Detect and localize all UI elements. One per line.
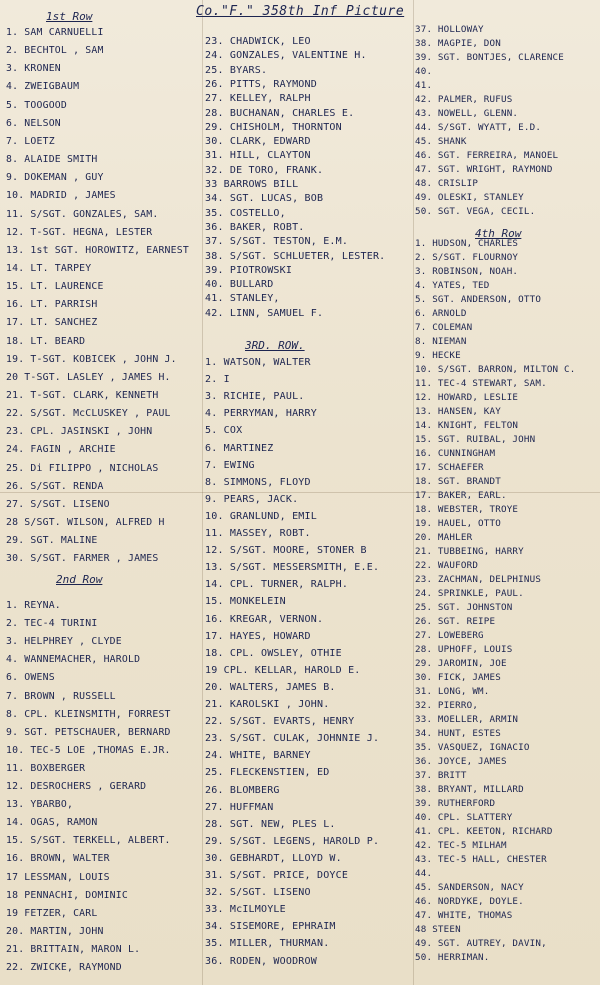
list-item: 12. HOWARD, LESLIE <box>415 392 519 403</box>
list-item: 6. MARTINEZ <box>205 442 274 454</box>
list-item: 17. HAYES, HOWARD <box>205 630 311 642</box>
list-item: 10. MADRID , JAMES <box>6 190 116 202</box>
list-item: 25. SGT. JOHNSTON <box>415 602 513 613</box>
section-header-row2: 2nd Row <box>56 573 103 586</box>
list-item: 11. TEC-4 STEWART, SAM. <box>415 378 547 389</box>
list-item: 49. OLESKI, STANLEY <box>415 192 524 203</box>
list-item: 17. LT. SANCHEZ <box>6 317 98 329</box>
list-item: 28. SGT. NEW, PLES L. <box>205 818 336 830</box>
list-item: 25. FLECKENSTIEN, ED <box>205 767 330 779</box>
list-item: 9. DOKEMAN , GUY <box>6 172 104 184</box>
list-item: 37. S/SGT. TESTON, E.M. <box>205 236 349 248</box>
list-item: 17. SCHAEFER <box>415 462 484 473</box>
list-item: 34. HUNT, ESTES <box>415 728 501 739</box>
list-item: 17. BAKER, EARL. <box>415 490 507 501</box>
list-item: 39. SGT. BONTJES, CLARENCE <box>415 52 565 63</box>
list-item: 9. PEARS, JACK. <box>205 493 299 505</box>
section-header-row4: 4th Row <box>475 227 522 240</box>
list-item: 22. S/SGT. EVARTS, HENRY <box>205 716 355 728</box>
list-item: 1. HUDSON, CHARLES <box>415 238 519 249</box>
list-item: 8. NIEMAN <box>415 336 467 347</box>
list-item: 47. SGT. WRIGHT, RAYMOND <box>415 164 553 175</box>
list-item: 36. JOYCE, JAMES <box>415 756 507 767</box>
list-item: 12. S/SGT. MOORE, STONER B <box>205 545 367 557</box>
section-header-row1: 1st Row <box>46 10 93 23</box>
list-item: 33 BARROWS BILL <box>205 179 299 190</box>
list-item: 23. CPL. JASINSKI , JOHN <box>6 426 153 438</box>
list-item: 34. SISEMORE, EPHRAIM <box>205 921 336 933</box>
list-item: 16. CUNNINGHAM <box>415 448 496 459</box>
list-item: 46. NORDYKE, DOYLE. <box>415 896 524 907</box>
list-item: 2. TEC-4 TURINI <box>6 618 98 630</box>
list-item: 27. KELLEY, RALPH <box>205 93 311 105</box>
list-item: 7. COLEMAN <box>415 322 473 333</box>
list-item: 18. LT. BEARD <box>6 335 86 347</box>
list-item: 6. OWENS <box>6 672 55 684</box>
list-item: 2. I <box>205 374 230 386</box>
list-item: 46. SGT. FERREIRA, MANOEL <box>415 150 559 161</box>
list-item: 41. STANLEY, <box>205 293 280 305</box>
list-item: 4. WANNEMACHER, HAROLD <box>6 654 141 666</box>
list-item: 24. WHITE, BARNEY <box>205 750 311 762</box>
list-item: 36. BAKER, ROBT. <box>205 221 305 233</box>
list-item: 29. S/SGT. LEGENS, HAROLD P. <box>205 835 380 847</box>
list-item: 31. S/SGT. PRICE, DOYCE <box>205 870 349 881</box>
list-item: 38. MAGPIE, DON <box>415 38 501 49</box>
list-item: 12. T-SGT. HEGNA, LESTER <box>6 226 153 238</box>
list-item: 1. SAM CARNUELLI <box>6 27 104 38</box>
list-item: 24. SPRINKLE, PAUL. <box>415 588 524 599</box>
list-item: 29. CHISHOLM, THORNTON <box>205 121 342 133</box>
list-item: 22. ZWICKE, RAYMOND <box>6 962 122 973</box>
list-item: 6. ARNOLD <box>415 308 467 319</box>
list-item: 34. SGT. LUCAS, BOB <box>205 193 324 205</box>
list-item: 35. MILLER, THURMAN. <box>205 938 330 950</box>
list-item: 30. CLARK, EDWARD <box>205 136 311 148</box>
list-item: 41. CPL. KEETON, RICHARD <box>415 826 553 837</box>
list-item: 33. McILMOYLE <box>205 904 286 916</box>
list-item: 14. KNIGHT, FELTON <box>415 420 519 431</box>
list-item: 11. S/SGT. GONZALES, SAM. <box>6 208 159 220</box>
list-item: 17 LESSMAN, LOUIS <box>6 871 110 883</box>
list-item: 7. LOETZ <box>6 135 55 147</box>
list-item: 8. SIMMONS, FLOYD <box>205 476 311 488</box>
list-item: 21. KAROLSKI , JOHN. <box>205 699 330 710</box>
list-item: 49. SGT. AUTREY, DAVIN, <box>415 938 547 949</box>
list-item: 45. SANDERSON, NACY <box>415 882 524 893</box>
list-item: 31. HILL, CLAYTON <box>205 150 311 162</box>
list-item: 50. SGT. VEGA, CECIL. <box>415 206 536 217</box>
list-item: 20. MAHLER <box>415 532 473 543</box>
list-item: 39. PIOTROWSKI <box>205 264 293 276</box>
list-item: 21. T-SGT. CLARK, KENNETH <box>6 390 159 401</box>
list-item: 10. GRANLUND, EMIL <box>205 510 317 522</box>
list-item: 19 FETZER, CARL <box>6 907 98 919</box>
list-item: 14. OGAS, RAMON <box>6 817 98 829</box>
list-item: 15. S/SGT. TERKELL, ALBERT. <box>6 835 171 847</box>
list-item: 29. SGT. MALINE <box>6 535 98 547</box>
list-item: 2. S/SGT. FLOURNOY <box>415 252 519 263</box>
list-item: 32. DE TORO, FRANK. <box>205 164 324 176</box>
list-item: 16. KREGAR, VERNON. <box>205 613 324 625</box>
list-item: 2. BECHTOL , SAM <box>6 45 104 57</box>
list-item: 18. CPL. OWSLEY, OTHIE <box>205 647 342 659</box>
list-item: 28. UPHOFF, LOUIS <box>415 644 513 655</box>
list-item: 7. BROWN , RUSSELL <box>6 690 116 702</box>
list-item: 3. HELPHREY , CLYDE <box>6 636 122 648</box>
list-item: 21. TUBBEING, HARRY <box>415 546 524 557</box>
list-item: 30. GEBHARDT, LLOYD W. <box>205 852 342 864</box>
list-item: 24. FAGIN , ARCHIE <box>6 444 116 456</box>
list-item: 8. CPL. KLEINSMITH, FORREST <box>6 708 171 720</box>
list-item: 20. WALTERS, JAMES B. <box>205 681 336 693</box>
list-item: 40. <box>415 66 433 77</box>
list-item: 24. GONZALES, VALENTINE H. <box>205 50 367 62</box>
list-item: 44. <box>415 868 433 879</box>
list-item: 35. VASQUEZ, IGNACIO <box>415 742 530 753</box>
list-item: 19 CPL. KELLAR, HAROLD E. <box>205 664 361 676</box>
list-item: 23. ZACHMAN, DELPHINUS <box>415 574 542 585</box>
list-item: 15. LT. LAURENCE <box>6 281 104 293</box>
list-item: 23. CHADWICK, LEO <box>205 36 311 47</box>
list-item: 30. S/SGT. FARMER , JAMES <box>6 553 159 565</box>
list-item: 7. EWING <box>205 459 255 471</box>
list-item: 6. NELSON <box>6 117 61 129</box>
list-item: 22. WAUFORD <box>415 560 479 571</box>
list-item: 37. BRITT <box>415 770 467 781</box>
list-item: 25. BYARS. <box>205 64 268 76</box>
list-item: 27. HUFFMAN <box>205 801 274 813</box>
list-item: 47. WHITE, THOMAS <box>415 910 513 921</box>
list-item: 42. LINN, SAMUEL F. <box>205 307 324 319</box>
list-item: 14. LT. TARPEY <box>6 262 92 274</box>
list-item: 14. CPL. TURNER, RALPH. <box>205 579 349 591</box>
list-item: 43. NOWELL, GLENN. <box>415 108 519 119</box>
list-item: 26. BLOMBERG <box>205 784 280 796</box>
list-item: 4. YATES, TED <box>415 280 490 291</box>
list-item: 39. RUTHERFORD <box>415 798 496 809</box>
list-item: 44. S/SGT. WYATT, E.D. <box>415 122 542 133</box>
list-item: 42. TEC-5 MILHAM <box>415 840 507 851</box>
list-item: 3. KRONEN <box>6 63 61 75</box>
list-item: 26. S/SGT. RENDA <box>6 480 104 492</box>
list-item: 10. TEC-5 LOE ,THOMAS E.JR. <box>6 744 171 756</box>
list-item: 16. BROWN, WALTER <box>6 853 110 865</box>
list-item: 25. Di FILIPPO , NICHOLAS <box>6 462 159 474</box>
list-item: 33. MOELLER, ARMIN <box>415 714 519 725</box>
list-item: 18. WEBSTER, TROYE <box>415 504 519 515</box>
list-item: 16. LT. PARRISH <box>6 299 98 311</box>
list-item: 38. BRYANT, MILLARD <box>415 784 524 795</box>
list-item: 22. S/SGT. McCLUSKEY , PAUL <box>6 408 171 420</box>
list-item: 38. S/SGT. SCHLUETER, LESTER. <box>205 250 386 262</box>
list-item: 32. PIERRO, <box>415 700 479 711</box>
list-item: 50. HERRIMAN. <box>415 952 490 963</box>
list-item: 21. BRITTAIN, MARON L. <box>6 943 141 955</box>
document-title: Co."F." 358th Inf Picture <box>196 4 405 19</box>
list-item: 28 S/SGT. WILSON, ALFRED H <box>6 517 165 529</box>
list-item: 30. FICK, JAMES <box>415 672 501 683</box>
section-header-row3: 3RD. ROW. <box>245 339 305 352</box>
list-item: 20 T-SGT. LASLEY , JAMES H. <box>6 371 171 383</box>
list-item: 10. S/SGT. BARRON, MILTON C. <box>415 364 576 375</box>
list-item: 3. ROBINSON, NOAH. <box>415 266 519 277</box>
list-item: 20. MARTIN, JOHN <box>6 925 104 937</box>
list-item: 48 STEEN <box>415 924 461 935</box>
list-item: 1. WATSON, WALTER <box>205 357 311 368</box>
list-item: 12. DESROCHERS , GERARD <box>6 781 147 792</box>
list-item: 9. HECKE <box>415 350 461 361</box>
list-item: 18. SGT. BRANDT <box>415 476 501 487</box>
list-item: 27. S/SGT. LISENO <box>6 498 110 510</box>
list-item: 42. PALMER, RUFUS <box>415 94 513 105</box>
list-item: 8. ALAIDE SMITH <box>6 154 98 166</box>
list-item: 32. S/SGT. LISENO <box>205 887 311 899</box>
list-item: 13. S/SGT. MESSERSMITH, E.E. <box>205 562 380 574</box>
list-item: 48. CRISLIP <box>415 178 479 189</box>
list-item: 43. TEC-5 HALL, CHESTER <box>415 854 547 865</box>
list-item: 3. RICHIE, PAUL. <box>205 391 305 403</box>
list-item: 11. BOXBERGER <box>6 762 86 774</box>
list-item: 40. CPL. SLATTERY <box>415 812 513 823</box>
list-item: 1. REYNA. <box>6 600 61 611</box>
list-item: 15. SGT. RUIBAL, JOHN <box>415 434 536 445</box>
list-item: 5. SGT. ANDERSON, OTTO <box>415 294 542 305</box>
list-item: 11. MASSEY, ROBT. <box>205 528 311 539</box>
list-item: 13. HANSEN, KAY <box>415 406 501 417</box>
list-item: 41. <box>415 80 433 91</box>
list-item: 5. COX <box>205 425 243 437</box>
list-item: 37. HOLLOWAY <box>415 24 484 35</box>
list-item: 26. PITTS, RAYMOND <box>205 78 317 90</box>
list-item: 4. ZWEIGBAUM <box>6 81 80 93</box>
list-item: 31. LONG, WM. <box>415 686 490 697</box>
list-item: 13. 1st SGT. HOROWITZ, EARNEST <box>6 244 189 256</box>
list-item: 19. HAUEL, OTTO <box>415 518 501 529</box>
list-item: 35. COSTELLO, <box>205 207 286 219</box>
list-item: 23. S/SGT. CULAK, JOHNNIE J. <box>205 733 380 745</box>
list-item: 40. BULLARD <box>205 279 274 291</box>
list-item: 5. TOOGOOD <box>6 99 67 111</box>
list-item: 28. BUCHANAN, CHARLES E. <box>205 107 355 119</box>
list-item: 9. SGT. PETSCHAUER, BERNARD <box>6 726 171 738</box>
list-item: 29. JAROMIN, JOE <box>415 658 507 669</box>
list-item: 19. T-SGT. KOBICEK , JOHN J. <box>6 353 177 365</box>
list-item: 15. MONKELEIN <box>205 596 286 608</box>
list-item: 4. PERRYMAN, HARRY <box>205 408 317 420</box>
list-item: 13. YBARBO, <box>6 799 74 811</box>
list-item: 36. RODEN, WOODROW <box>205 955 317 967</box>
list-item: 18 PENNACHI, DOMINIC <box>6 889 128 901</box>
list-item: 45. SHANK <box>415 136 467 147</box>
list-item: 27. LOWEBERG <box>415 630 484 641</box>
list-item: 26. SGT. REIPE <box>415 616 496 627</box>
